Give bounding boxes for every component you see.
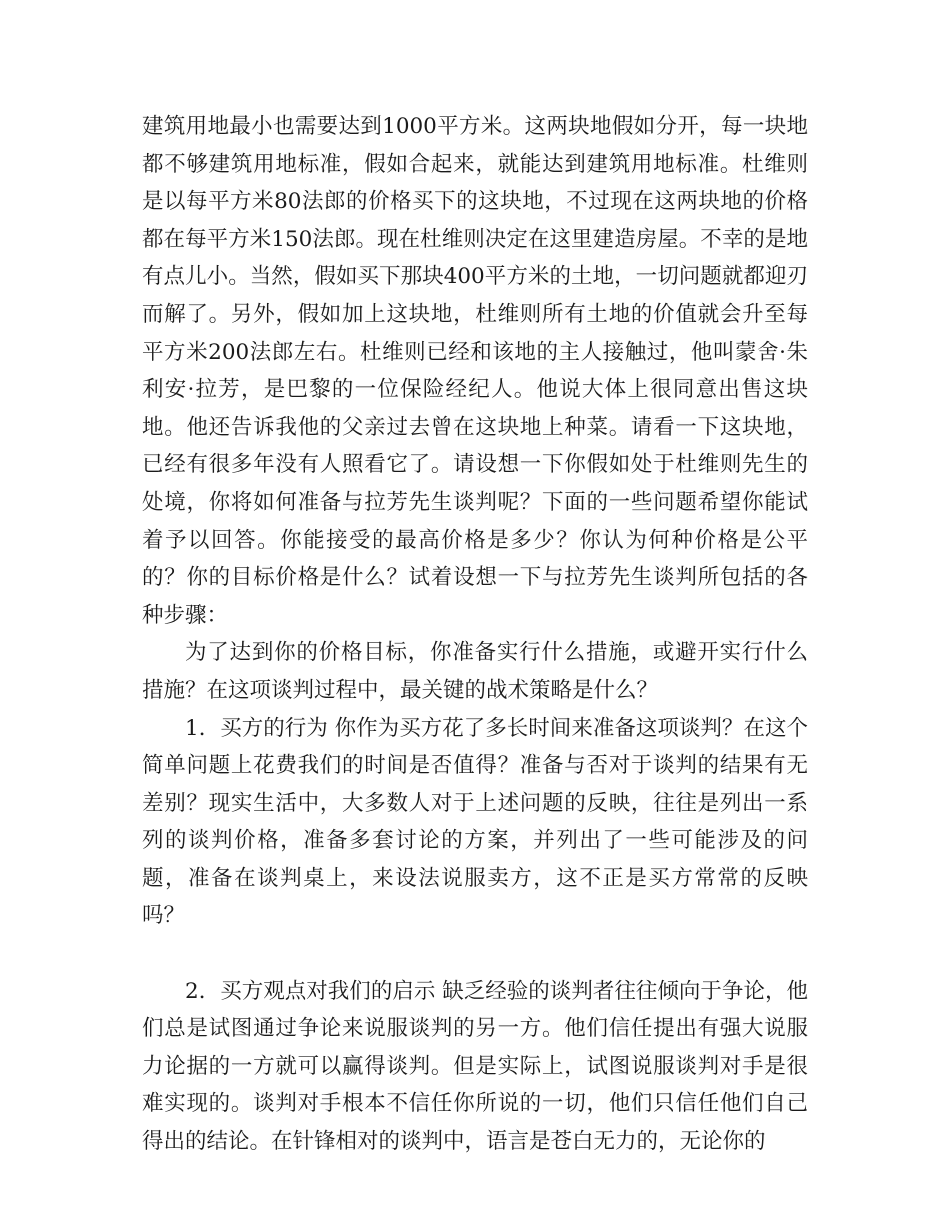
paragraph-buyer-insight: 2．买方观点对我们的启示 缺乏经验的谈判者往往倾向于争论，他们总是试图通过争论来说服谈判的另一方。他们信任提出有强大说服力论据的一方就可以赢得谈判。但是实际上，试图说服谈判对手是很难实现的。谈判对手根本不信任你所说的一切，他们只信任他们自己得出的结论。在针锋相对的谈判中，语言是苍白无力的，无论你的	[142, 978, 808, 1155]
document-body	[142, 108, 808, 1161]
paragraph-land-case: 建筑用地最小也需要达到1000平方米。这两块地假如分开，每一块地都不够建筑用地标准，假如合起来，就能达到建筑用地标准。杜维则是以每平方米80法郎的价格买下的这块地，不过现在这两块地的价格都在每平方米150法郎。现在杜维则决定在这里建造房屋。不幸的是地有点儿小。当然，假如买下那块400平方米的土地，一切问题就都迎刃而解了。另外，假如加上这块地，杜维则所有土地的价值就会升至每平方米200法郎左右。杜维则已经和该地的主人接触过，他叫蒙舍·朱利安·拉芳，是巴黎的一位保险经纪人。他说大体上很同意出售这块地。他还告诉我他的父亲过去曾在这块地上种菜。请看一下这块地，已经有很多年没有人照看它了。请设想一下你假如处于杜维则先生的处境，你将如何准备与拉芳先生谈判呢？下面的一些问题希望你能试着予以回答。你能接受的最高价格是多少？你认为何种价格是公平的？你的目标价格是什么？试着设想一下与拉芳先生谈判所包括的各种步骤：	[142, 114, 808, 628]
paragraph-buyer-behavior: 1．买方的行为 你作为买方花了多长时间来准备这项谈判？在这个简单问题上花费我们的时间是否值得？准备与否对于谈判的结果有无差别？现实生活中，大多数人对于上述问题的反映，往往是列出一系列的谈判价格，准备多套讨论的方案，并列出了一些可能涉及的问题，准备在谈判桌上，来设法说服卖方，这不正是买方常常的反映吗？	[142, 715, 808, 929]
paragraph-price-target: 为了达到你的价格目标，你准备实行什么措施，或避开实行什么措施？在这项谈判过程中，最关键的战术策略是什么？	[142, 640, 808, 703]
